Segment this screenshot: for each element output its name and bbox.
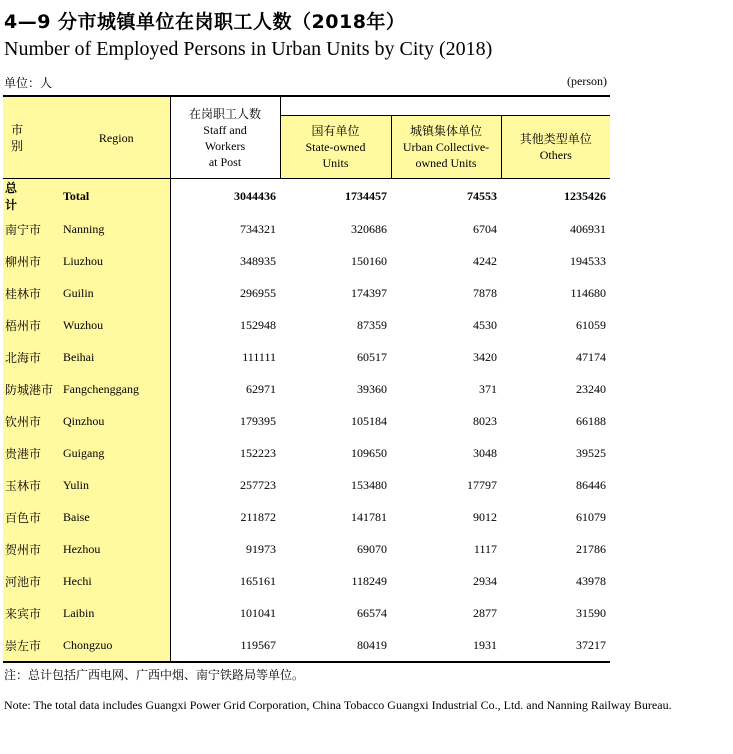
header-others-en: Others xyxy=(539,148,572,162)
unit-label-cn: 单位：人 xyxy=(4,76,53,90)
header-total-en-3: at Post xyxy=(208,154,242,169)
table-row xyxy=(3,501,610,533)
value-staff: 111111 xyxy=(170,341,280,373)
note-cn: 注：总计包括广西电网、广西中烟、南宁铁路局等单位。 xyxy=(4,668,305,682)
value-others: 43978 xyxy=(576,573,606,588)
value-others: 31590 xyxy=(576,605,606,620)
value-staff: 62971 xyxy=(170,373,280,405)
value-state: 39360 xyxy=(357,381,387,396)
city-name-cn: 梧州市 xyxy=(3,309,63,341)
header-total xyxy=(170,96,280,179)
header-collective xyxy=(391,116,501,179)
city-name-en: Hechi xyxy=(63,565,170,597)
table-row xyxy=(3,341,610,373)
header-total-cn: 在岗职工人数 xyxy=(188,106,261,121)
city-name-en: Beihai xyxy=(63,341,170,373)
value-collective: 3048 xyxy=(473,445,497,460)
city-name-cn: 桂林市 xyxy=(3,277,63,309)
value-others: 406931 xyxy=(570,221,606,236)
header-total-en-1: Staff and xyxy=(203,122,247,137)
header-spacer-state xyxy=(280,96,391,116)
city-name-cn: 来宾市 xyxy=(3,597,63,629)
value-collective: 9012 xyxy=(473,509,497,524)
value-state: 105184 xyxy=(351,413,387,428)
value-collective: 6704 xyxy=(473,221,497,236)
table-row xyxy=(3,533,610,565)
value-others: 39525 xyxy=(576,445,606,460)
table-row xyxy=(3,405,610,437)
table-row xyxy=(3,597,610,629)
value-others: 86446 xyxy=(576,477,606,492)
city-name-en: Guilin xyxy=(63,277,170,309)
total-label-cn: 总 计 xyxy=(3,179,63,214)
value-state: 141781 xyxy=(351,509,387,524)
city-name-en: Chongzuo xyxy=(63,629,170,662)
total-value-others: 1235426 xyxy=(564,188,606,203)
value-collective: 4242 xyxy=(473,253,497,268)
value-state: 60517 xyxy=(357,349,387,364)
header-state-en-2: Units xyxy=(322,156,349,170)
value-state: 174397 xyxy=(351,285,387,300)
value-state: 118249 xyxy=(351,573,387,588)
city-name-en: Fangchenggang xyxy=(63,373,170,405)
city-name-cn: 南宁市 xyxy=(3,213,63,245)
city-name-cn: 百色市 xyxy=(3,501,63,533)
value-state: 66574 xyxy=(357,605,387,620)
value-collective: 7878 xyxy=(473,285,497,300)
value-staff: 152948 xyxy=(170,309,280,341)
total-label-en: Total xyxy=(63,179,170,214)
value-staff: 211872 xyxy=(170,501,280,533)
header-spacer-collective xyxy=(391,96,501,116)
employment-table xyxy=(3,95,610,663)
city-name-en: Guigang xyxy=(63,437,170,469)
value-others: 47174 xyxy=(576,349,606,364)
header-state-cn: 国有单位 xyxy=(311,124,360,138)
value-others: 23240 xyxy=(576,381,606,396)
value-others: 194533 xyxy=(570,253,606,268)
page-title-cn: 4—9 分市城镇单位在岗职工人数（2018年） xyxy=(4,11,406,33)
header-total-en-2: Workers xyxy=(204,138,246,153)
value-staff: 296955 xyxy=(170,277,280,309)
value-others: 61079 xyxy=(576,509,606,524)
value-collective: 3420 xyxy=(473,349,497,364)
header-state-en-1: State-owned xyxy=(305,140,366,154)
header-region: Region xyxy=(63,96,170,179)
city-name-cn: 贵港市 xyxy=(3,437,63,469)
header-collective-en-2: owned Units xyxy=(415,156,477,170)
header-others-cn: 其他类型单位 xyxy=(519,132,592,146)
table-row xyxy=(3,277,610,309)
header-city-cn: 市 别 xyxy=(3,96,63,179)
value-others: 114680 xyxy=(570,285,606,300)
table-row xyxy=(3,213,610,245)
header-others xyxy=(501,116,610,179)
value-collective: 17797 xyxy=(467,477,497,492)
value-staff: 257723 xyxy=(170,469,280,501)
city-name-en: Baise xyxy=(63,501,170,533)
city-name-cn: 北海市 xyxy=(3,341,63,373)
total-value-staff: 3044436 xyxy=(170,179,280,214)
city-name-en: Yulin xyxy=(63,469,170,501)
table-row xyxy=(3,373,610,405)
city-name-cn: 贺州市 xyxy=(3,533,63,565)
city-name-cn: 钦州市 xyxy=(3,405,63,437)
city-name-en: Hezhou xyxy=(63,533,170,565)
value-staff: 152223 xyxy=(170,437,280,469)
city-name-cn: 崇左市 xyxy=(3,629,63,662)
value-collective: 2934 xyxy=(473,573,497,588)
table-row xyxy=(3,245,610,277)
value-collective: 371 xyxy=(479,381,497,396)
value-others: 37217 xyxy=(501,629,610,662)
note-en: Note: The total data includes Guangxi Power Grid Corporation, China Tobacco Guangxi Industrial Co., Ltd. and Nanning Railway Bureau. xyxy=(4,698,672,712)
value-state: 109650 xyxy=(351,445,387,460)
value-staff: 734321 xyxy=(170,213,280,245)
value-staff: 91973 xyxy=(170,533,280,565)
value-others: 21786 xyxy=(576,541,606,556)
header-collective-cn: 城镇集体单位 xyxy=(409,124,482,138)
value-staff: 179395 xyxy=(170,405,280,437)
city-name-en: Wuzhou xyxy=(63,309,170,341)
value-others: 66188 xyxy=(576,413,606,428)
city-name-cn: 河池市 xyxy=(3,565,63,597)
city-name-en: Laibin xyxy=(63,597,170,629)
value-collective: 4530 xyxy=(473,317,497,332)
value-state: 87359 xyxy=(357,317,387,332)
table-row xyxy=(3,309,610,341)
table-row xyxy=(3,565,610,597)
city-name-en: Nanning xyxy=(63,213,170,245)
value-collective: 1117 xyxy=(473,541,497,556)
total-row xyxy=(3,179,610,214)
table-row xyxy=(3,437,610,469)
value-state: 320686 xyxy=(351,221,387,236)
value-collective: 1931 xyxy=(391,629,501,662)
total-value-collective: 74553 xyxy=(467,188,497,203)
page-title-en: Number of Employed Persons in Urban Units by City (2018) xyxy=(4,38,493,60)
city-name-en: Liuzhou xyxy=(63,245,170,277)
value-state: 153480 xyxy=(351,477,387,492)
city-name-cn: 柳州市 xyxy=(3,245,63,277)
city-name-cn: 玉林市 xyxy=(3,469,63,501)
value-staff: 119567 xyxy=(170,629,280,662)
value-state: 69070 xyxy=(357,541,387,556)
unit-label-en: (person) xyxy=(567,74,607,88)
value-staff: 348935 xyxy=(170,245,280,277)
header-collective-en-1: Urban Collective- xyxy=(402,140,490,154)
table-row xyxy=(3,629,610,662)
header-state xyxy=(280,116,391,179)
city-name-cn: 防城港市 xyxy=(3,373,63,405)
value-staff: 101041 xyxy=(170,597,280,629)
value-others: 61059 xyxy=(576,317,606,332)
header-spacer-others xyxy=(501,96,610,116)
value-staff: 165161 xyxy=(170,565,280,597)
table-row xyxy=(3,469,610,501)
value-state: 150160 xyxy=(351,253,387,268)
total-value-state: 1734457 xyxy=(345,188,387,203)
value-collective: 2877 xyxy=(473,605,497,620)
value-collective: 8023 xyxy=(473,413,497,428)
city-name-en: Qinzhou xyxy=(63,405,170,437)
value-state: 80419 xyxy=(280,629,391,662)
